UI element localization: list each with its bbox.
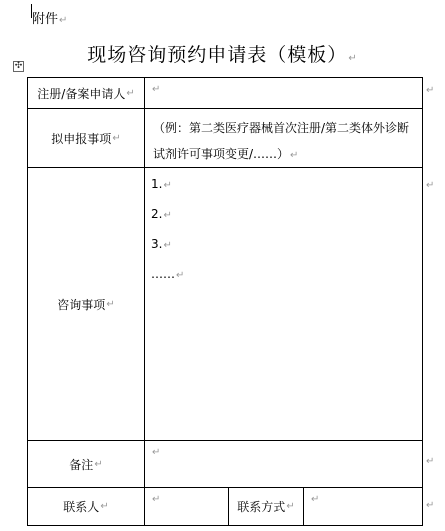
row-end-mark: ↵: [426, 500, 435, 511]
contact-label-cell: 联系人 ↵: [27, 487, 145, 526]
consult-list-item: ……↵: [151, 267, 185, 281]
consult-list-item: 1.↵: [151, 177, 172, 191]
paragraph-mark: ↵: [163, 180, 172, 191]
paragraph-mark: ↵: [176, 270, 185, 281]
consult-list-item: 2.↵: [151, 207, 172, 221]
paragraph-mark: ↵: [126, 87, 135, 99]
paragraph-mark: ↵: [152, 84, 161, 95]
matter-field[interactable]: （例：第二类医疗器械首次注册/第二类体外诊断试剂许可事项变更/……）↵: [144, 108, 423, 168]
applicant-label-cell: 注册/备案申请人 ↵: [27, 77, 145, 109]
table-move-handle-icon[interactable]: ✣: [14, 61, 23, 71]
paragraph-mark: ↵: [59, 15, 68, 26]
paragraph-mark: ↵: [163, 210, 172, 221]
consult-field[interactable]: [144, 167, 423, 441]
matter-label-cell: 拟申报事项 ↵: [27, 108, 145, 168]
paragraph-mark: ↵: [94, 458, 103, 470]
paragraph-mark: ↵: [348, 53, 358, 64]
remark-label-cell: 备注 ↵: [27, 440, 145, 488]
paragraph-mark: ↵: [311, 494, 320, 505]
paragraph-mark: ↵: [152, 447, 161, 458]
paragraph-mark: ↵: [163, 240, 172, 251]
consult-list-item: 3.↵: [151, 237, 172, 251]
remark-field[interactable]: [144, 440, 423, 488]
paragraph-mark: ↵: [286, 501, 295, 512]
document-title: 现场咨询预约申请表（模板）↵: [87, 44, 358, 66]
consult-label-cell: 咨询事项 ↵: [27, 167, 145, 441]
contact-method-label-cell: 联系方式 ↵: [228, 487, 304, 526]
row-end-mark: ↵: [426, 456, 435, 467]
contact-field[interactable]: [144, 487, 229, 526]
paragraph-mark: ↵: [100, 501, 109, 512]
paragraph-mark: ↵: [290, 150, 299, 161]
row-end-mark: ↵: [426, 180, 435, 191]
paragraph-mark: ↵: [106, 298, 115, 310]
applicant-field[interactable]: [144, 77, 423, 109]
contact-method-field[interactable]: [303, 487, 423, 526]
application-form-table: [27, 77, 423, 526]
attachment-label: 附件↵: [32, 12, 68, 27]
paragraph-mark: ↵: [152, 494, 161, 505]
row-end-mark: ↵: [426, 85, 435, 96]
paragraph-mark: ↵: [112, 132, 121, 144]
